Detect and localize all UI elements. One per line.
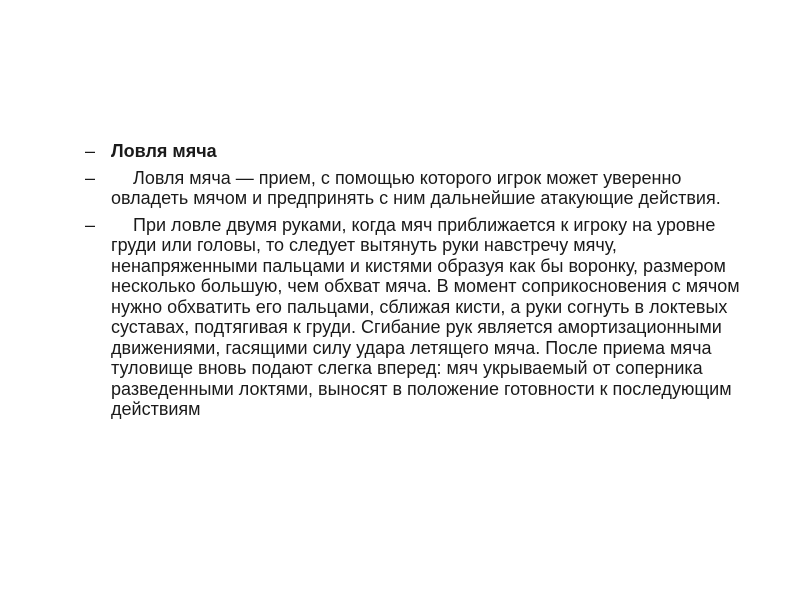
slide-heading: Ловля мяча [111, 141, 217, 161]
list-item-definition [85, 168, 745, 209]
technique-paragraph: При ловле двумя руками, когда мяч приближается к игроку на уровне груди или головы, то следует вытянуть руки навстречу мячу, ненапряженными пальцами и кистями образуя как бы воронку, размером несколько большую, чем обхват мяча. В момент соприкосновения с мячом нужно обхватить его пальцами, сближая кисти, а руки согнуть в локтевых суставах, подтягивая к груди. Сгибание рук является амортизационными движениями, гасящими силу удара летящего мяча. После приема мяча туловище вновь подают слегка вперед: мяч укрываемый от соперника разведенными локтями, выносят в положение готовности к последующим действиям [111, 214, 740, 419]
list-item-technique [85, 215, 745, 420]
bullet-dash: – [85, 167, 96, 188]
definition-paragraph: Ловля мяча — прием, с помощью которого игрок может уверенно овладеть мячом и предпринять с ним дальнейшие атакующие действия. [111, 167, 721, 208]
bullet-dash: – [85, 214, 96, 235]
list-item-heading [85, 141, 745, 162]
slide-content [85, 141, 745, 426]
bullet-dash: – [85, 141, 96, 161]
